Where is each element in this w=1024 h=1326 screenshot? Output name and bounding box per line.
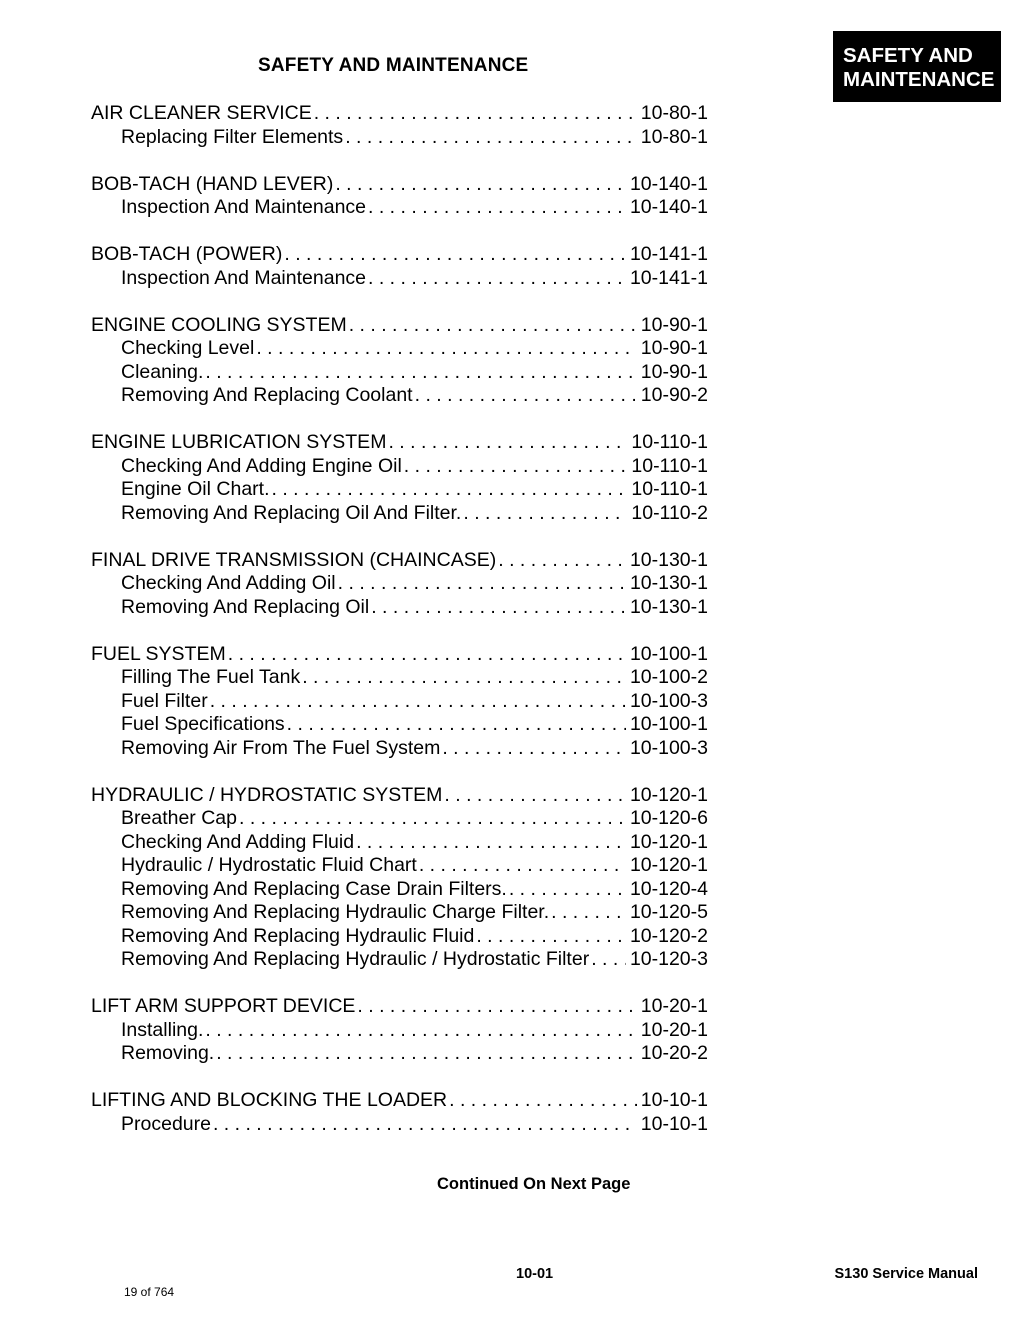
toc-entry-page: 10-110-1: [631, 478, 708, 500]
toc-subentry[interactable]: [91, 126, 708, 150]
toc-section: [91, 784, 708, 972]
toc-entry-page: 10-141-1: [629, 266, 708, 289]
dot-leader: [213, 1113, 637, 1137]
toc-section: [91, 995, 708, 1066]
toc-entry-page: 10-130-1: [629, 572, 708, 594]
dot-leader: [335, 173, 626, 197]
page-title: SAFETY AND MAINTENANCE: [258, 55, 529, 76]
toc-subentry[interactable]: [91, 713, 708, 737]
toc-subentry[interactable]: [91, 1113, 708, 1137]
toc-entry-page: 10-120-5: [629, 901, 708, 923]
dot-leader: [371, 596, 626, 620]
toc-entry-page: 10-110-1: [631, 431, 708, 453]
toc-subentry[interactable]: [91, 1019, 708, 1043]
toc-entry-title: Removing And Replacing Hydraulic / Hydrostatic Filter: [121, 948, 590, 970]
toc-entry-page: 10-141-1: [629, 243, 708, 265]
toc-entry-page: 10-90-1: [640, 337, 708, 359]
toc-entry-page: 10-90-1: [640, 360, 708, 383]
dot-leader: [284, 243, 626, 267]
toc-section: [91, 643, 708, 761]
toc-entry-title: Removing.: [121, 1042, 215, 1064]
page-count: 19 of 764: [124, 1285, 175, 1299]
toc-entry-title: Inspection And Maintenance: [121, 196, 367, 218]
toc-entry-title: Removing And Replacing Hydraulic Charge Filter.: [121, 901, 550, 923]
toc-entry-title: Hydraulic / Hydrostatic Fluid Chart: [121, 854, 417, 876]
toc-subentry[interactable]: [91, 666, 708, 690]
dot-leader: [302, 666, 626, 690]
toc-subentry[interactable]: [91, 572, 708, 596]
dot-leader: [345, 126, 637, 150]
dot-leader: [356, 831, 626, 855]
footer-page-number: 10-01: [516, 1266, 554, 1282]
dot-leader: [551, 901, 626, 925]
toc-entry-title: Engine Oil Chart.: [121, 478, 270, 500]
toc-entry-title: Breather Cap: [121, 807, 237, 829]
toc-entry-title: BOB-TACH (HAND LEVER): [91, 172, 334, 195]
dot-leader: [463, 502, 627, 526]
toc-subentry[interactable]: [91, 737, 708, 761]
toc-entry-title: AIR CLEANER SERVICE: [91, 102, 312, 124]
toc-entry[interactable]: [91, 173, 708, 197]
toc-entry-title: FINAL DRIVE TRANSMISSION (CHAINCASE): [91, 548, 497, 571]
toc-entry-page: 10-120-3: [629, 948, 708, 970]
dot-leader: [509, 878, 626, 902]
toc-section: [91, 549, 708, 620]
dot-leader: [388, 431, 627, 455]
toc-subentry[interactable]: [91, 455, 708, 479]
toc-section: [91, 1089, 708, 1136]
toc-section: [91, 431, 708, 525]
toc-entry-page: 10-10-1: [640, 1089, 708, 1111]
toc-entry-page: 10-90-2: [640, 384, 708, 406]
dot-leader: [338, 572, 626, 596]
toc-entry-page: 10-100-1: [629, 713, 708, 735]
table-of-contents: [91, 102, 708, 1160]
dot-leader: [228, 643, 626, 667]
toc-section: [91, 243, 708, 290]
toc-entry-page: 10-80-1: [640, 102, 708, 124]
dot-leader: [415, 384, 637, 408]
dot-leader: [444, 784, 626, 808]
toc-entry-page: 10-10-1: [640, 1112, 708, 1135]
toc-entry-page: 10-100-1: [629, 642, 708, 665]
dot-leader: [404, 455, 628, 479]
toc-subentry[interactable]: [91, 384, 708, 408]
section-tab-line: SAFETY AND: [843, 44, 973, 67]
toc-section: [91, 314, 708, 408]
toc-entry-title: Inspection And Maintenance: [121, 266, 367, 289]
toc-entry-page: 10-120-1: [629, 854, 708, 876]
toc-entry-title: Installing.: [121, 1018, 204, 1041]
dot-leader: [314, 102, 637, 126]
toc-section: [91, 173, 708, 220]
toc-entry-title: ENGINE COOLING SYSTEM: [91, 313, 347, 336]
toc-subentry[interactable]: [91, 1042, 708, 1066]
toc-entry-title: Fuel Filter: [121, 689, 208, 712]
dot-leader: [591, 948, 626, 972]
toc-entry-page: 10-120-4: [629, 877, 708, 900]
toc-entry-title: Removing And Replacing Coolant: [121, 384, 413, 406]
toc-subentry[interactable]: [91, 196, 708, 220]
toc-entry-page: 10-110-1: [631, 454, 708, 477]
toc-subentry[interactable]: [91, 854, 708, 878]
toc-subentry[interactable]: [91, 901, 708, 925]
section-tab-line: MAINTENANCE: [843, 68, 995, 91]
toc-entry-title: Checking Level: [121, 337, 255, 359]
toc-subentry[interactable]: [91, 267, 708, 291]
toc-subentry[interactable]: [91, 337, 708, 361]
toc-entry[interactable]: [91, 314, 708, 338]
toc-entry-page: 10-140-1: [629, 196, 708, 218]
toc-entry-page: 10-20-1: [640, 1018, 708, 1041]
toc-entry-title: Checking And Adding Fluid: [121, 830, 355, 853]
toc-entry[interactable]: [91, 995, 708, 1019]
toc-entry-title: Removing Air From The Fuel System: [121, 736, 441, 759]
toc-entry-page: 10-90-1: [640, 313, 708, 336]
dot-leader: [449, 1089, 637, 1113]
toc-entry[interactable]: [91, 643, 708, 667]
toc-subentry[interactable]: [91, 948, 708, 972]
toc-entry-title: Removing And Replacing Oil And Filter.: [121, 501, 462, 524]
dot-leader: [210, 690, 626, 714]
dot-leader: [442, 737, 626, 761]
dot-leader: [419, 854, 626, 878]
dot-leader: [498, 549, 626, 573]
toc-entry-title: FUEL SYSTEM: [91, 642, 226, 665]
toc-entry-title: BOB-TACH (POWER): [91, 243, 283, 265]
toc-entry-title: ENGINE LUBRICATION SYSTEM: [91, 431, 387, 453]
toc-entry[interactable]: [91, 243, 708, 267]
dot-leader: [256, 337, 636, 361]
toc-entry-title: LIFTING AND BLOCKING THE LOADER: [91, 1089, 448, 1111]
footer-manual-title: S130 Service Manual: [834, 1266, 978, 1282]
toc-entry-title: Removing And Replacing Case Drain Filters.: [121, 877, 507, 900]
toc-entry-page: 10-20-2: [640, 1042, 708, 1064]
toc-section: [91, 102, 708, 149]
toc-entry-title: Checking And Adding Engine Oil: [121, 454, 402, 477]
toc-entry-title: Replacing Filter Elements: [121, 125, 344, 148]
toc-entry-title: Removing And Replacing Hydraulic Fluid: [121, 924, 475, 947]
toc-entry[interactable]: [91, 102, 708, 126]
toc-subentry[interactable]: [91, 502, 708, 526]
toc-entry-title: Removing And Replacing Oil: [121, 595, 370, 618]
toc-entry-title: LIFT ARM SUPPORT DEVICE: [91, 995, 356, 1017]
toc-entry-page: 10-120-1: [629, 830, 708, 853]
toc-entry-page: 10-80-1: [640, 125, 708, 148]
toc-entry-title: Checking And Adding Oil: [121, 572, 336, 594]
toc-entry-page: 10-120-1: [629, 783, 708, 806]
dot-leader: [476, 925, 626, 949]
dot-leader: [239, 807, 626, 831]
dot-leader: [349, 314, 637, 338]
toc-entry-page: 10-130-1: [629, 548, 708, 571]
toc-subentry[interactable]: [91, 361, 708, 385]
continued-note: Continued On Next Page: [437, 1175, 631, 1193]
dot-leader: [287, 713, 626, 737]
toc-entry-title: Procedure: [121, 1112, 211, 1135]
toc-entry-page: 10-120-2: [629, 924, 708, 947]
toc-entry-page: 10-110-2: [631, 501, 708, 524]
toc-entry-page: 10-100-3: [629, 689, 708, 712]
dot-leader: [368, 267, 626, 291]
toc-entry-page: 10-100-3: [629, 736, 708, 759]
toc-entry-title: Fuel Specifications: [121, 713, 285, 735]
dot-leader: [272, 478, 628, 502]
toc-entry[interactable]: [91, 549, 708, 573]
toc-entry-page: 10-140-1: [629, 172, 708, 195]
toc-subentry[interactable]: [91, 878, 708, 902]
toc-entry[interactable]: [91, 1089, 708, 1113]
toc-entry-page: 10-100-2: [629, 666, 708, 688]
toc-entry-title: HYDRAULIC / HYDROSTATIC SYSTEM: [91, 783, 443, 806]
section-tab: [833, 31, 1001, 102]
dot-leader: [205, 361, 636, 385]
toc-subentry[interactable]: [91, 831, 708, 855]
toc-entry[interactable]: [91, 431, 708, 455]
dot-leader: [368, 196, 626, 220]
toc-entry-page: 10-120-6: [629, 807, 708, 829]
dot-leader: [205, 1019, 636, 1043]
toc-entry-page: 10-130-1: [629, 595, 708, 618]
toc-subentry[interactable]: [91, 690, 708, 714]
toc-entry-title: Cleaning.: [121, 360, 204, 383]
dot-leader: [216, 1042, 637, 1066]
dot-leader: [357, 995, 636, 1019]
toc-subentry[interactable]: [91, 925, 708, 949]
toc-subentry[interactable]: [91, 807, 708, 831]
toc-subentry[interactable]: [91, 596, 708, 620]
toc-subentry[interactable]: [91, 478, 708, 502]
toc-entry[interactable]: [91, 784, 708, 808]
toc-entry-page: 10-20-1: [640, 995, 708, 1017]
toc-entry-title: Filling The Fuel Tank: [121, 666, 301, 688]
